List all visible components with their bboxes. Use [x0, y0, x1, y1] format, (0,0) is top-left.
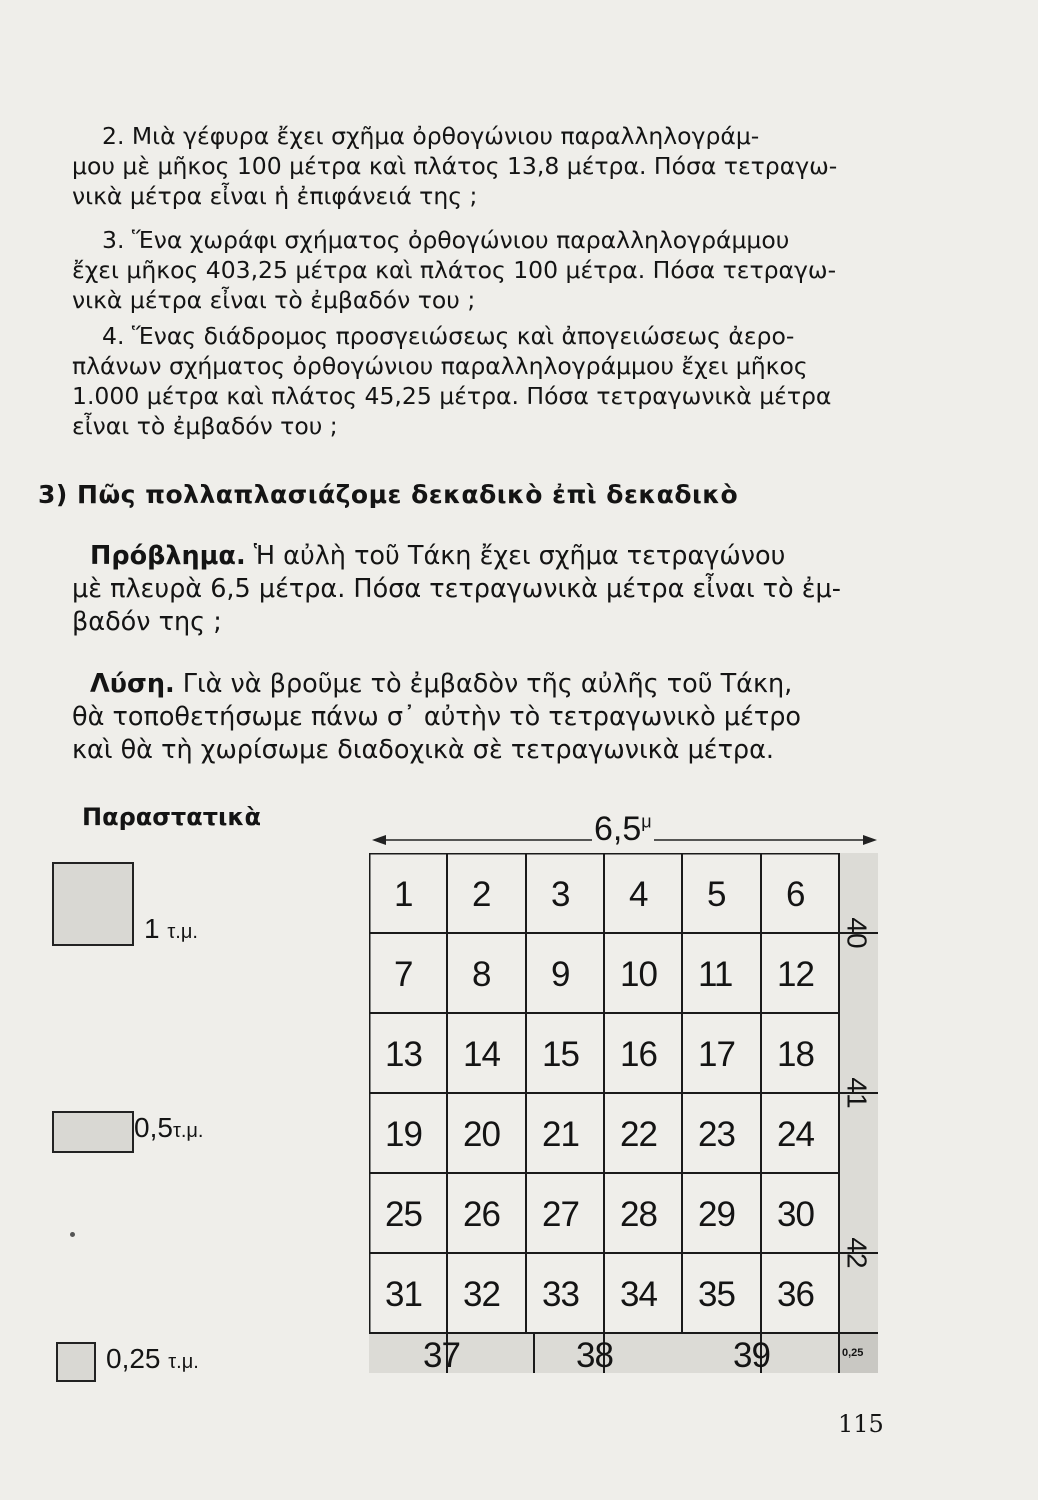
solution-line: θὰ τοποθετήσωμε πάνω σ᾽ αὐτὴν τὸ τετραγωνικὸ μέτρο [72, 702, 802, 732]
grid-cell-number: 4 [629, 875, 648, 914]
grid-cell-number: 11 [698, 955, 733, 994]
grid-cell-number: 12 [777, 955, 814, 994]
grid-corner-number: 0,25 [842, 1347, 864, 1359]
grid-cell-number: 25 [385, 1195, 422, 1234]
exercise-line: νικὰ μέτρα εἶναι ἡ ἐπιφάνειά της ; [72, 182, 478, 210]
solution-label: Λύση. [90, 669, 175, 699]
exercise-line: 3. Ἕνα χωράφι σχήματος ὀρθογώνιου παραλληλογράμμου [102, 226, 790, 254]
grid-cell-number: 7 [394, 955, 413, 994]
grid-cell-number: 28 [620, 1195, 657, 1234]
exercise-3 [72, 225, 872, 315]
problem-line: μὲ πλευρὰ 6,5 μέτρα. Πόσα τετραγωνικὰ μέτρα εἶναι τὸ ἐμ- [72, 574, 841, 604]
exercise-line: πλάνων σχήματος ὀρθογώνιου παραλληλογράμμου ἔχει μῆκος [72, 352, 808, 380]
exercise-4 [72, 321, 872, 441]
grid-cell-number: 18 [777, 1035, 814, 1074]
grid-cell-number: 1 [394, 875, 413, 914]
grid-cell-number: 19 [385, 1115, 422, 1154]
section-title: 3) Πῶς πολλαπλασιάζομε δεκαδικὸ ἐπὶ δεκαδικὸ [38, 480, 739, 509]
grid-side-number: 40 [841, 917, 873, 949]
grid-cell-number: 30 [777, 1195, 814, 1234]
grid-cell-number: 5 [707, 875, 726, 914]
exercise-line: νικὰ μέτρα εἶναι τὸ ἐμβαδόν του ; [72, 286, 476, 314]
dimension-label: $6,5^\mu$ [594, 810, 652, 848]
grid-cell-number: 31 [385, 1275, 422, 1314]
grid-cell-number: 6 [786, 875, 805, 914]
solution-line: Γιὰ νὰ βροῦμε τὸ ἐμβαδὸν τῆς αὐλῆς τοῦ Τάκη, [174, 669, 793, 699]
grid-cell-number: 35 [698, 1275, 735, 1314]
problem-line: Ἡ αὐλὴ τοῦ Τάκη ἔχει σχῆμα τετραγώνου [245, 541, 786, 571]
print-speck [70, 1232, 75, 1237]
exercise-line: μου μὲ μῆκος 100 μέτρα καὶ πλάτος 13,8 μέτρα. Πόσα τετραγω- [72, 152, 838, 180]
exercise-line: εἶναι τὸ ἐμβαδόν του ; [72, 412, 338, 440]
problem-paragraph [72, 540, 877, 639]
grid-cell-number: 32 [463, 1275, 500, 1314]
grid-cell-number: 22 [620, 1115, 657, 1154]
grid-bottom-number: 37 [423, 1336, 460, 1375]
grid-cell-number: 17 [698, 1035, 735, 1074]
grid-cell-number: 34 [620, 1275, 657, 1314]
page-number: 115 [838, 1410, 884, 1438]
grid-cell-number: 33 [542, 1275, 579, 1314]
exercise-line: 1.000 μέτρα καὶ πλάτος 45,25 μέτρα. Πόσα τετραγωνικὰ μέτρα [72, 382, 832, 410]
legend-title: Παραστατικὰ [82, 803, 261, 831]
exercise-line: 4. Ἕνας διάδρομος προσγειώσεως καὶ ἀπογειώσεως ἀερο- [102, 322, 795, 350]
grid-cell-number: 3 [551, 875, 570, 914]
grid-bottom-number: 38 [576, 1336, 613, 1375]
legend-rect-half [52, 1111, 134, 1153]
grid-cell-number: 14 [463, 1035, 500, 1074]
grid-cell-number: 36 [777, 1275, 814, 1314]
grid-cell-number: 23 [698, 1115, 735, 1154]
problem-line: βαδόν της ; [72, 607, 222, 637]
solution-line: καὶ θὰ τὴ χωρίσωμε διαδοχικὰ σὲ τετραγωνικὰ μέτρα. [72, 735, 775, 765]
grid-side-number: 42 [841, 1237, 873, 1269]
legend-label-1: 1 τ.μ. [144, 913, 198, 944]
legend-square-1 [52, 862, 134, 946]
grid-cell-number: 29 [698, 1195, 735, 1234]
grid-side-number: 41 [841, 1077, 873, 1109]
grid-cell-number: 8 [472, 955, 491, 994]
exercise-2 [72, 121, 872, 211]
grid-cell-number: 24 [777, 1115, 814, 1154]
grid-cell-number: 16 [620, 1035, 657, 1074]
grid-cell-number: 20 [463, 1115, 500, 1154]
exercise-line: 2. Μιὰ γέφυρα ἔχει σχῆμα ὀρθογώνιου παραλληλογράμ- [102, 122, 760, 150]
problem-label: Πρόβλημα. [90, 541, 246, 571]
legend-label-half: 0,5τ.μ. [134, 1112, 204, 1143]
grid-cell-number: 9 [551, 955, 570, 994]
grid-cell-number: 26 [463, 1195, 500, 1234]
grid-cell-number: 27 [542, 1195, 579, 1234]
grid-cell-number: 21 [542, 1115, 579, 1154]
grid-cell-number: 10 [620, 955, 657, 994]
grid-cell-number: 13 [385, 1035, 422, 1074]
grid-bottom-number: 39 [733, 1336, 770, 1375]
solution-paragraph [72, 668, 877, 767]
grid-cell-number: 15 [542, 1035, 579, 1074]
legend-label-quarter: 0,25 τ.μ. [106, 1343, 199, 1374]
legend-square-quarter [56, 1342, 96, 1382]
exercise-line: ἔχει μῆκος 403,25 μέτρα καὶ πλάτος 100 μέτρα. Πόσα τετραγω- [72, 256, 837, 284]
grid-cell-number: 2 [472, 875, 491, 914]
